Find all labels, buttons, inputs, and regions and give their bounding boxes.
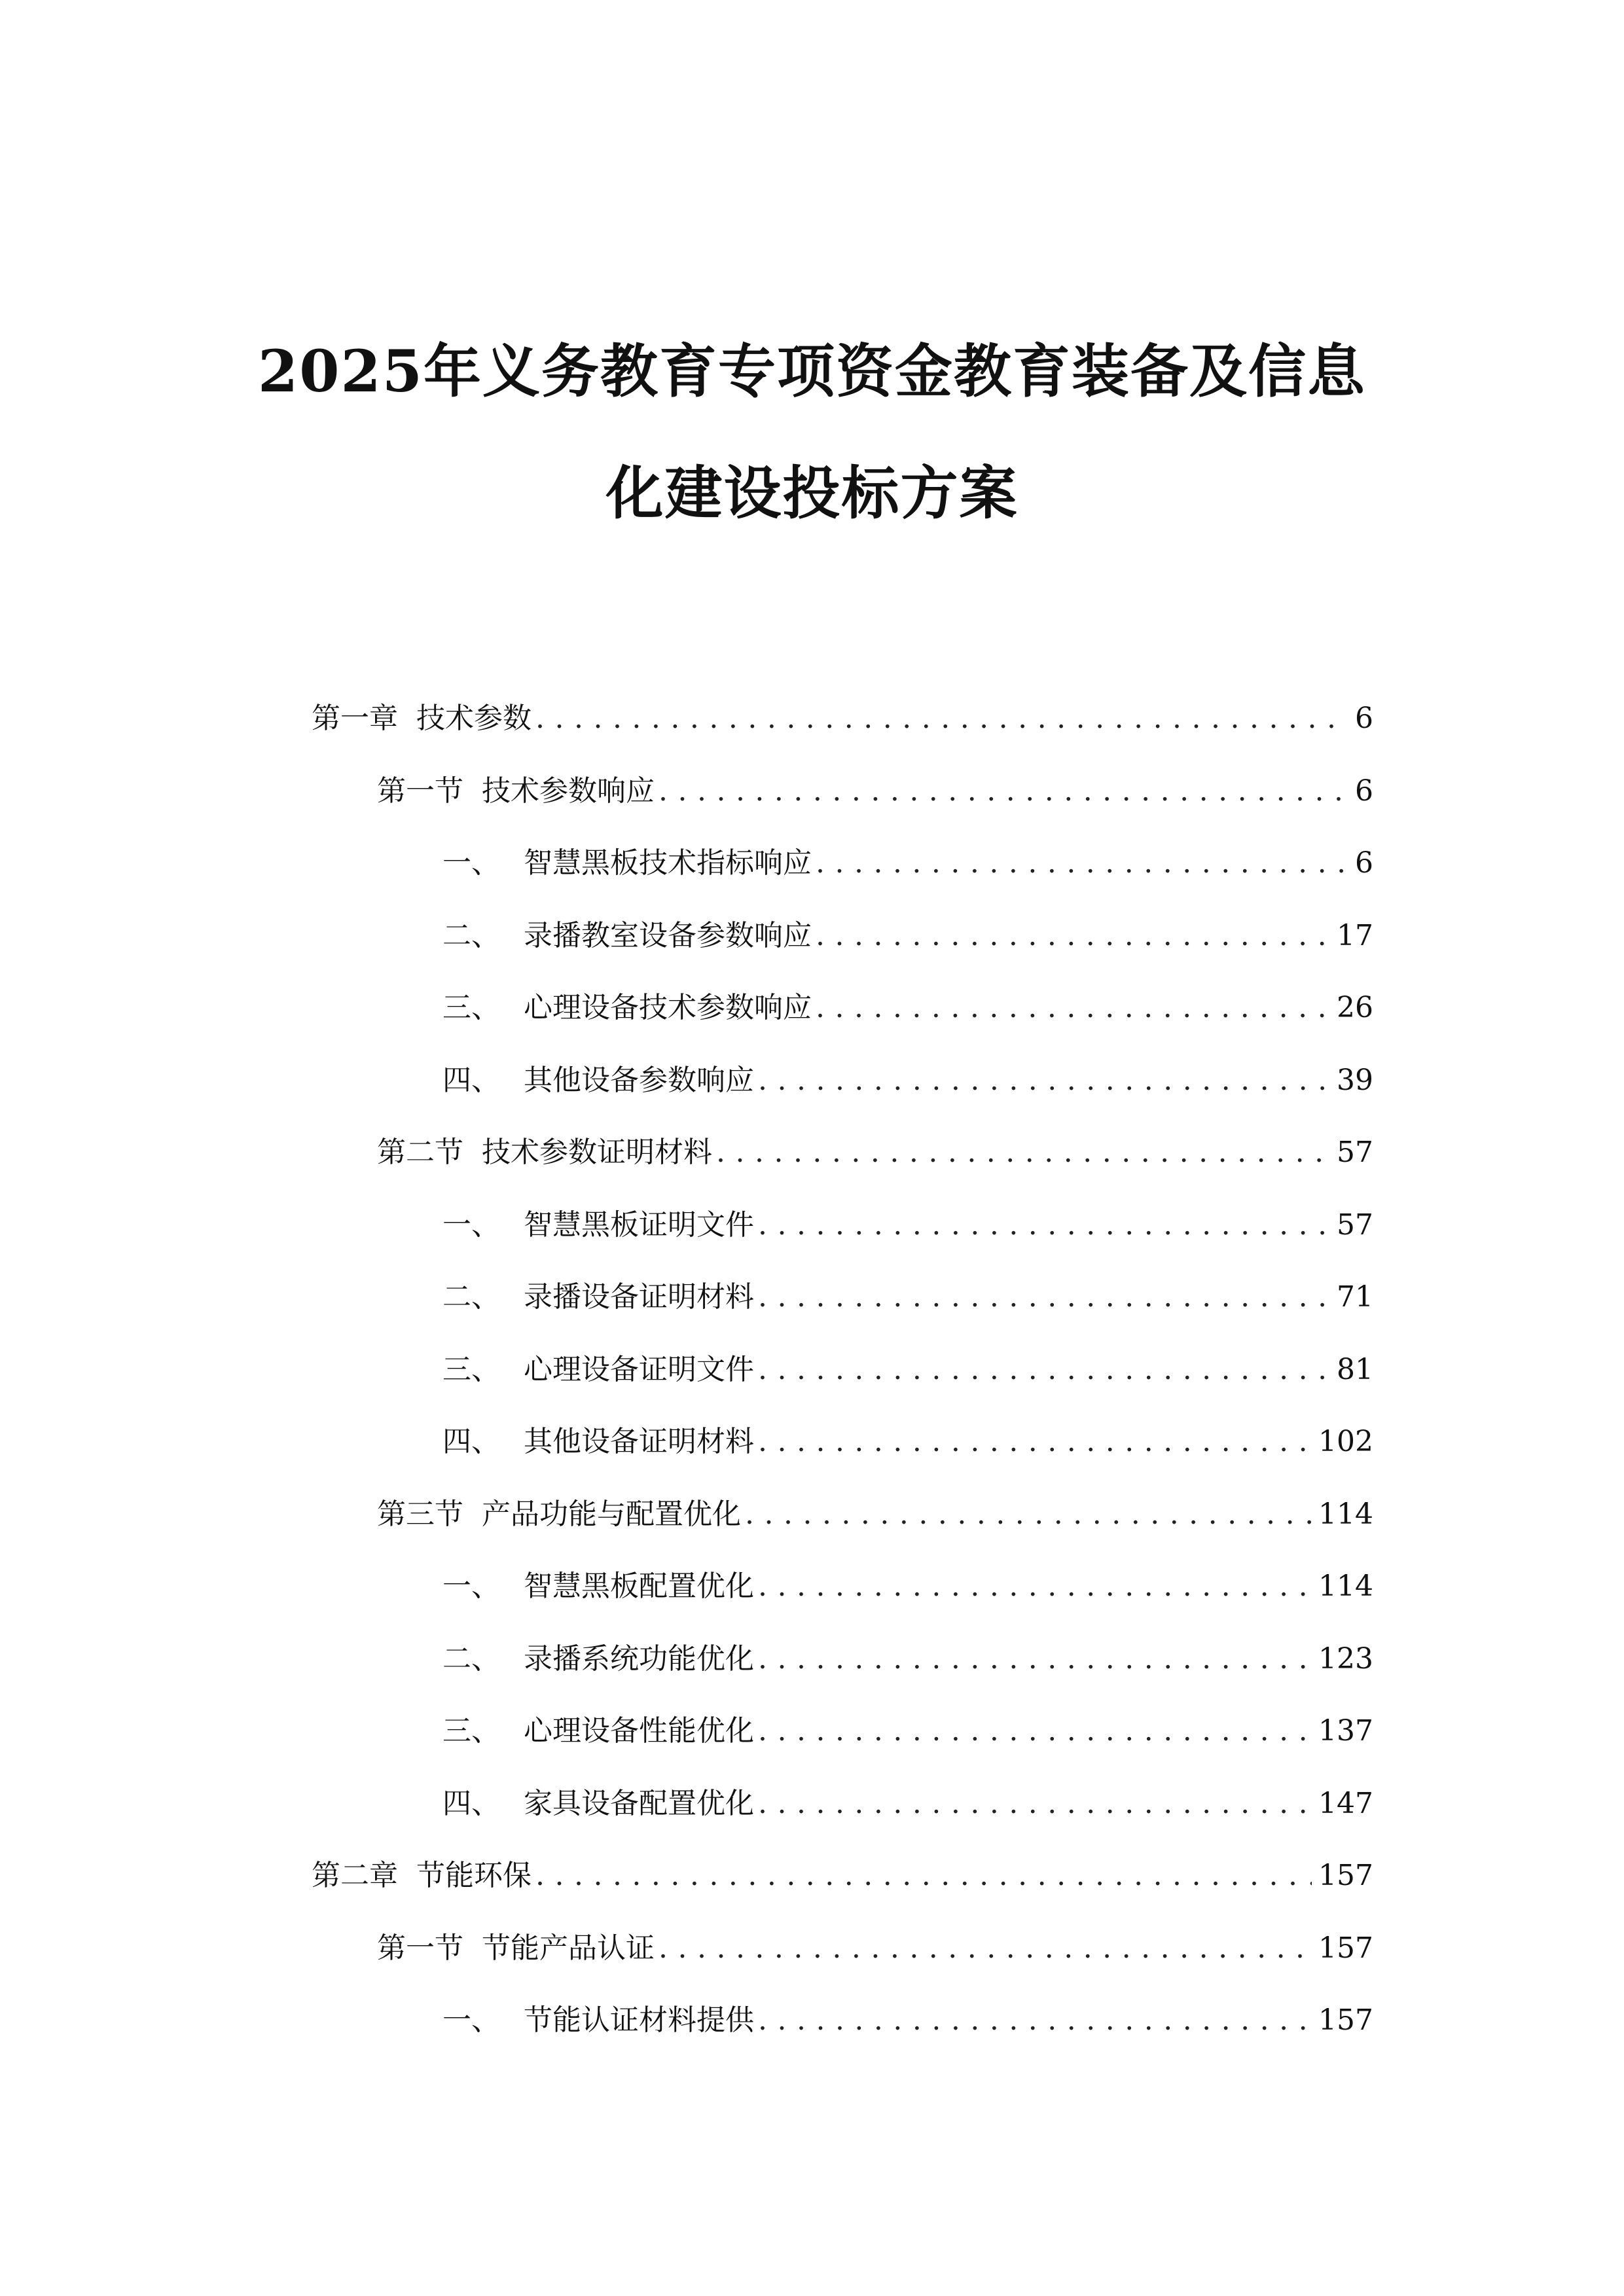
toc-entry-title <box>442 982 816 1034</box>
toc-entry[interactable] <box>442 1344 1373 1396</box>
toc-dot-leader <box>758 1199 1330 1251</box>
toc-page-number: 102 <box>1318 1425 1373 1458</box>
toc-dot-leader <box>758 1271 1330 1323</box>
toc-entry[interactable] <box>312 692 1373 745</box>
toc-dot-leader <box>535 692 1348 745</box>
toc-entry-label: 心理设备证明文件 <box>524 1352 754 1386</box>
toc-entry-title <box>312 692 535 745</box>
toc-page-number: 114 <box>1318 1497 1373 1531</box>
toc-entry-number: 四、 <box>442 1425 500 1458</box>
toc-entry-title <box>442 1054 758 1107</box>
toc-page-number: 6 <box>1355 702 1373 735</box>
toc-entry[interactable] <box>377 765 1373 817</box>
toc-entry-title <box>442 1271 758 1323</box>
toc-entry-number: 第一节 <box>377 774 463 808</box>
toc-entry-number: 一、 <box>442 2003 500 2037</box>
toc-dot-leader <box>758 1633 1312 1685</box>
document-title-line-2: 化建设投标方案 <box>605 459 1019 527</box>
toc-entry-number: 第二章 <box>312 1859 398 1892</box>
toc-entry[interactable] <box>442 1054 1373 1107</box>
toc-dot-leader <box>716 1126 1330 1179</box>
toc-entry-title <box>377 1488 745 1541</box>
toc-entry-label: 产品功能与配置优化 <box>482 1497 741 1531</box>
toc-entry[interactable] <box>442 1705 1373 1757</box>
toc-page-number: 71 <box>1337 1280 1373 1314</box>
toc-entry[interactable] <box>442 1633 1373 1685</box>
toc-entry[interactable] <box>312 1850 1373 1902</box>
toc-entry[interactable] <box>377 1126 1373 1179</box>
toc-entry[interactable] <box>442 1778 1373 1830</box>
toc-entry-number: 第一节 <box>377 1931 463 1965</box>
toc-entry-number: 四、 <box>442 1063 500 1097</box>
toc-dot-leader <box>659 1922 1312 1975</box>
toc-entry-number: 三、 <box>442 1714 500 1748</box>
toc-entry-number: 一、 <box>442 1208 500 1242</box>
toc-page-number: 157 <box>1318 2003 1373 2037</box>
toc-entry-number: 一、 <box>442 1570 500 1603</box>
toc-dot-leader <box>758 1054 1330 1107</box>
toc-dot-leader <box>758 1778 1312 1830</box>
toc-page-number: 157 <box>1318 1859 1373 1892</box>
toc-entry-number: 二、 <box>442 1641 500 1676</box>
toc-entry-label: 录播系统功能优化 <box>524 1641 754 1676</box>
toc-entry-label: 智慧黑板技术指标响应 <box>524 846 812 880</box>
toc-page-number: 137 <box>1318 1714 1373 1748</box>
toc-entry-label: 心理设备技术参数响应 <box>524 991 812 1024</box>
toc-entry-number: 一、 <box>442 846 500 880</box>
toc-entry-title <box>442 1199 758 1251</box>
toc-page-number: 39 <box>1337 1063 1373 1097</box>
toc-entry-number: 二、 <box>442 918 500 952</box>
toc-dot-leader <box>535 1850 1312 1902</box>
toc-page-number: 6 <box>1355 774 1373 808</box>
toc-entry-number: 三、 <box>442 991 500 1024</box>
toc-page-number: 114 <box>1318 1570 1373 1603</box>
toc-entry-label: 节能认证材料提供 <box>524 2003 754 2037</box>
toc-dot-leader <box>758 1994 1312 2047</box>
toc-entry[interactable] <box>442 910 1373 962</box>
toc-entry-title <box>377 765 659 817</box>
toc-entry-title <box>442 1705 758 1757</box>
toc-entry[interactable] <box>442 1416 1373 1468</box>
toc-entry-number: 三、 <box>442 1352 500 1386</box>
toc-entry[interactable] <box>442 1994 1373 2047</box>
toc-entry-title <box>442 1416 758 1468</box>
toc-page-number: 57 <box>1337 1136 1373 1169</box>
toc-dot-leader <box>745 1488 1312 1541</box>
toc-entry-title <box>442 1633 758 1685</box>
toc-dot-leader <box>659 765 1348 817</box>
toc-page-number: 81 <box>1337 1352 1373 1386</box>
toc-entry-label: 技术参数响应 <box>482 774 655 808</box>
toc-entry-title <box>442 1560 758 1613</box>
toc-entry[interactable] <box>442 1271 1373 1323</box>
toc-dot-leader <box>816 982 1330 1034</box>
toc-page-number: 123 <box>1318 1641 1373 1676</box>
toc-entry[interactable] <box>377 1922 1373 1975</box>
toc-page-number: 147 <box>1318 1786 1373 1820</box>
toc-entry[interactable] <box>377 1488 1373 1541</box>
toc-entry-title <box>442 1778 758 1830</box>
toc-entry-label: 其他设备参数响应 <box>524 1063 754 1097</box>
toc-entry-label: 技术参数证明材料 <box>482 1136 712 1169</box>
toc-entry-title <box>442 837 816 889</box>
toc-entry-title <box>377 1126 716 1179</box>
toc-dot-leader <box>816 910 1330 962</box>
toc-entry-label: 节能环保 <box>416 1859 532 1892</box>
toc-entry-label: 录播教室设备参数响应 <box>524 918 812 952</box>
toc-entry-title <box>442 1344 758 1396</box>
toc-page-number: 57 <box>1337 1208 1373 1242</box>
toc-entry-title <box>377 1922 659 1975</box>
toc-entry[interactable] <box>442 1199 1373 1251</box>
toc-dot-leader <box>816 837 1348 889</box>
toc-entry-title <box>312 1850 535 1902</box>
toc-page-number: 17 <box>1337 918 1373 952</box>
toc-entry-number: 第二节 <box>377 1136 463 1169</box>
toc-entry-label: 智慧黑板配置优化 <box>524 1570 754 1603</box>
toc-entry-title <box>442 910 816 962</box>
toc-entry-label: 技术参数 <box>416 702 532 735</box>
toc-entry[interactable] <box>442 837 1373 889</box>
toc-page-number: 26 <box>1337 991 1373 1024</box>
toc-entry-label: 其他设备证明材料 <box>524 1425 754 1458</box>
toc-entry-label: 智慧黑板证明文件 <box>524 1208 754 1242</box>
toc-entry-number: 第一章 <box>312 702 398 735</box>
toc-page-number: 6 <box>1355 846 1373 880</box>
toc-dot-leader <box>758 1344 1330 1396</box>
toc-entry-label: 心理设备性能优化 <box>524 1714 754 1748</box>
toc-entry[interactable] <box>442 1560 1373 1613</box>
toc-dot-leader <box>758 1560 1312 1613</box>
toc-dot-leader <box>758 1705 1312 1757</box>
toc-entry-label: 录播设备证明材料 <box>524 1280 754 1314</box>
toc-entry[interactable] <box>442 982 1373 1034</box>
toc-entry-title <box>442 1994 758 2047</box>
toc-dot-leader <box>758 1416 1312 1468</box>
toc-entry-number: 第三节 <box>377 1497 463 1531</box>
toc-entry-number: 四、 <box>442 1786 500 1820</box>
toc-page-number: 157 <box>1318 1931 1373 1965</box>
toc-entry-number: 二、 <box>442 1280 500 1314</box>
document-title-line-1: 2025年义务教育专项资金教育装备及信息 <box>258 337 1366 405</box>
toc-entry-label: 节能产品认证 <box>482 1931 655 1965</box>
toc-entry-label: 家具设备配置优化 <box>524 1786 754 1820</box>
